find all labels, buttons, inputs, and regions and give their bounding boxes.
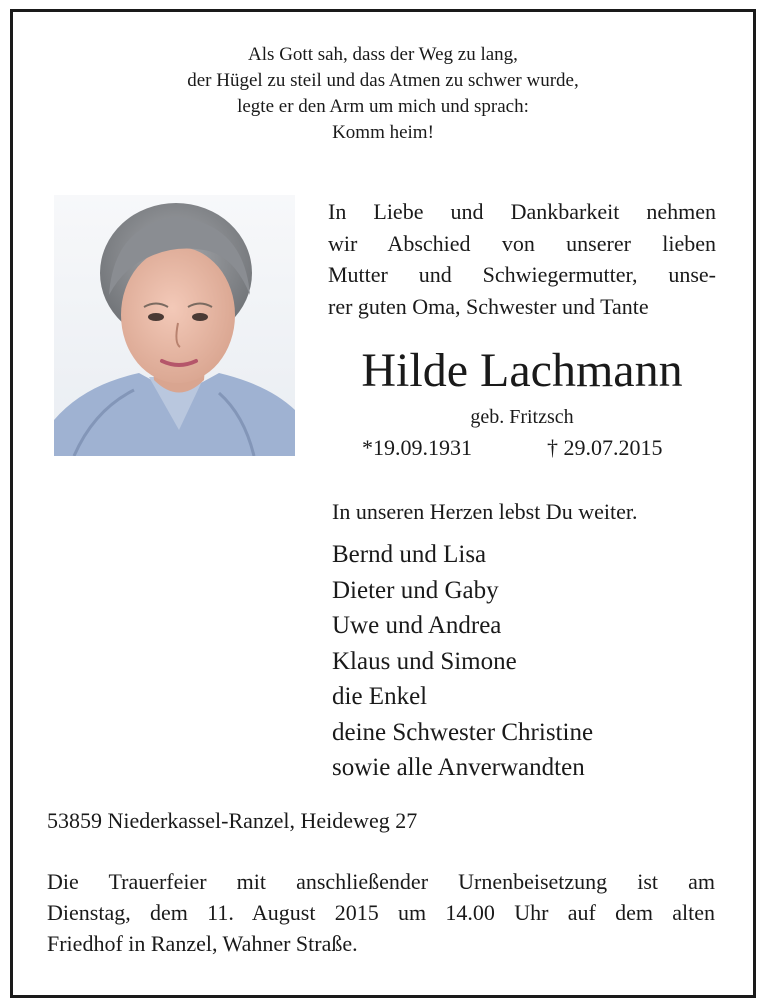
mourner-entry: Klaus und Simone [332, 647, 517, 675]
poem-line: der Hügel zu steil und das Atmen zu schwer wurde, [187, 70, 579, 91]
deceased-name: Hilde Lachmann [361, 344, 683, 397]
portrait-illustration [54, 195, 295, 456]
mourner-entry: deine Schwester Christine [332, 718, 594, 746]
poem-line: Als Gott sah, dass der Weg zu lang, [248, 44, 518, 65]
poem-line: Komm heim! [332, 122, 434, 143]
mourner-entry: sowie alle Anverwandten [332, 754, 585, 781]
mourners-list [332, 537, 593, 786]
death-date: † 29.07.2015 [547, 435, 663, 460]
mourner-entry: die Enkel [332, 683, 428, 710]
poem [0, 42, 766, 146]
intro-line: wir Abschied von unserer lieben [328, 230, 716, 256]
mourner-entry: Bernd und Lisa [332, 541, 487, 568]
birth-date: *19.09.1931 [362, 435, 472, 460]
family-address: 53859 Niederkassel-Ranzel, Heideweg 27 [47, 808, 418, 833]
ceremony-line: Dienstag, dem 11. August 2015 um 14.00 Uhr auf dem alten [47, 900, 715, 925]
ceremony-line: Die Trauerfeier mit anschließender Urnenbeisetzung ist am [47, 869, 715, 894]
intro-text [328, 196, 716, 322]
maiden-name: geb. Fritzsch [470, 406, 574, 428]
ceremony-line: Friedhof in Ranzel, Wahner Straße. [47, 931, 358, 956]
closing-line: In unseren Herzen lebst Du weiter. [332, 499, 638, 524]
intro-line: In Liebe und Dankbarkeit nehmen [328, 199, 716, 224]
ceremony-notice [47, 866, 715, 959]
mourner-entry: Dieter und Gaby [332, 576, 499, 604]
poem-line: legte er den Arm um mich und sprach: [237, 96, 529, 117]
intro-line: rer guten Oma, Schwester und Tante [328, 293, 649, 319]
intro-line: Mutter und Schwiegermutter, unse- [328, 262, 716, 287]
mourner-entry: Uwe und Andrea [332, 612, 502, 639]
portrait-photo [54, 195, 295, 456]
